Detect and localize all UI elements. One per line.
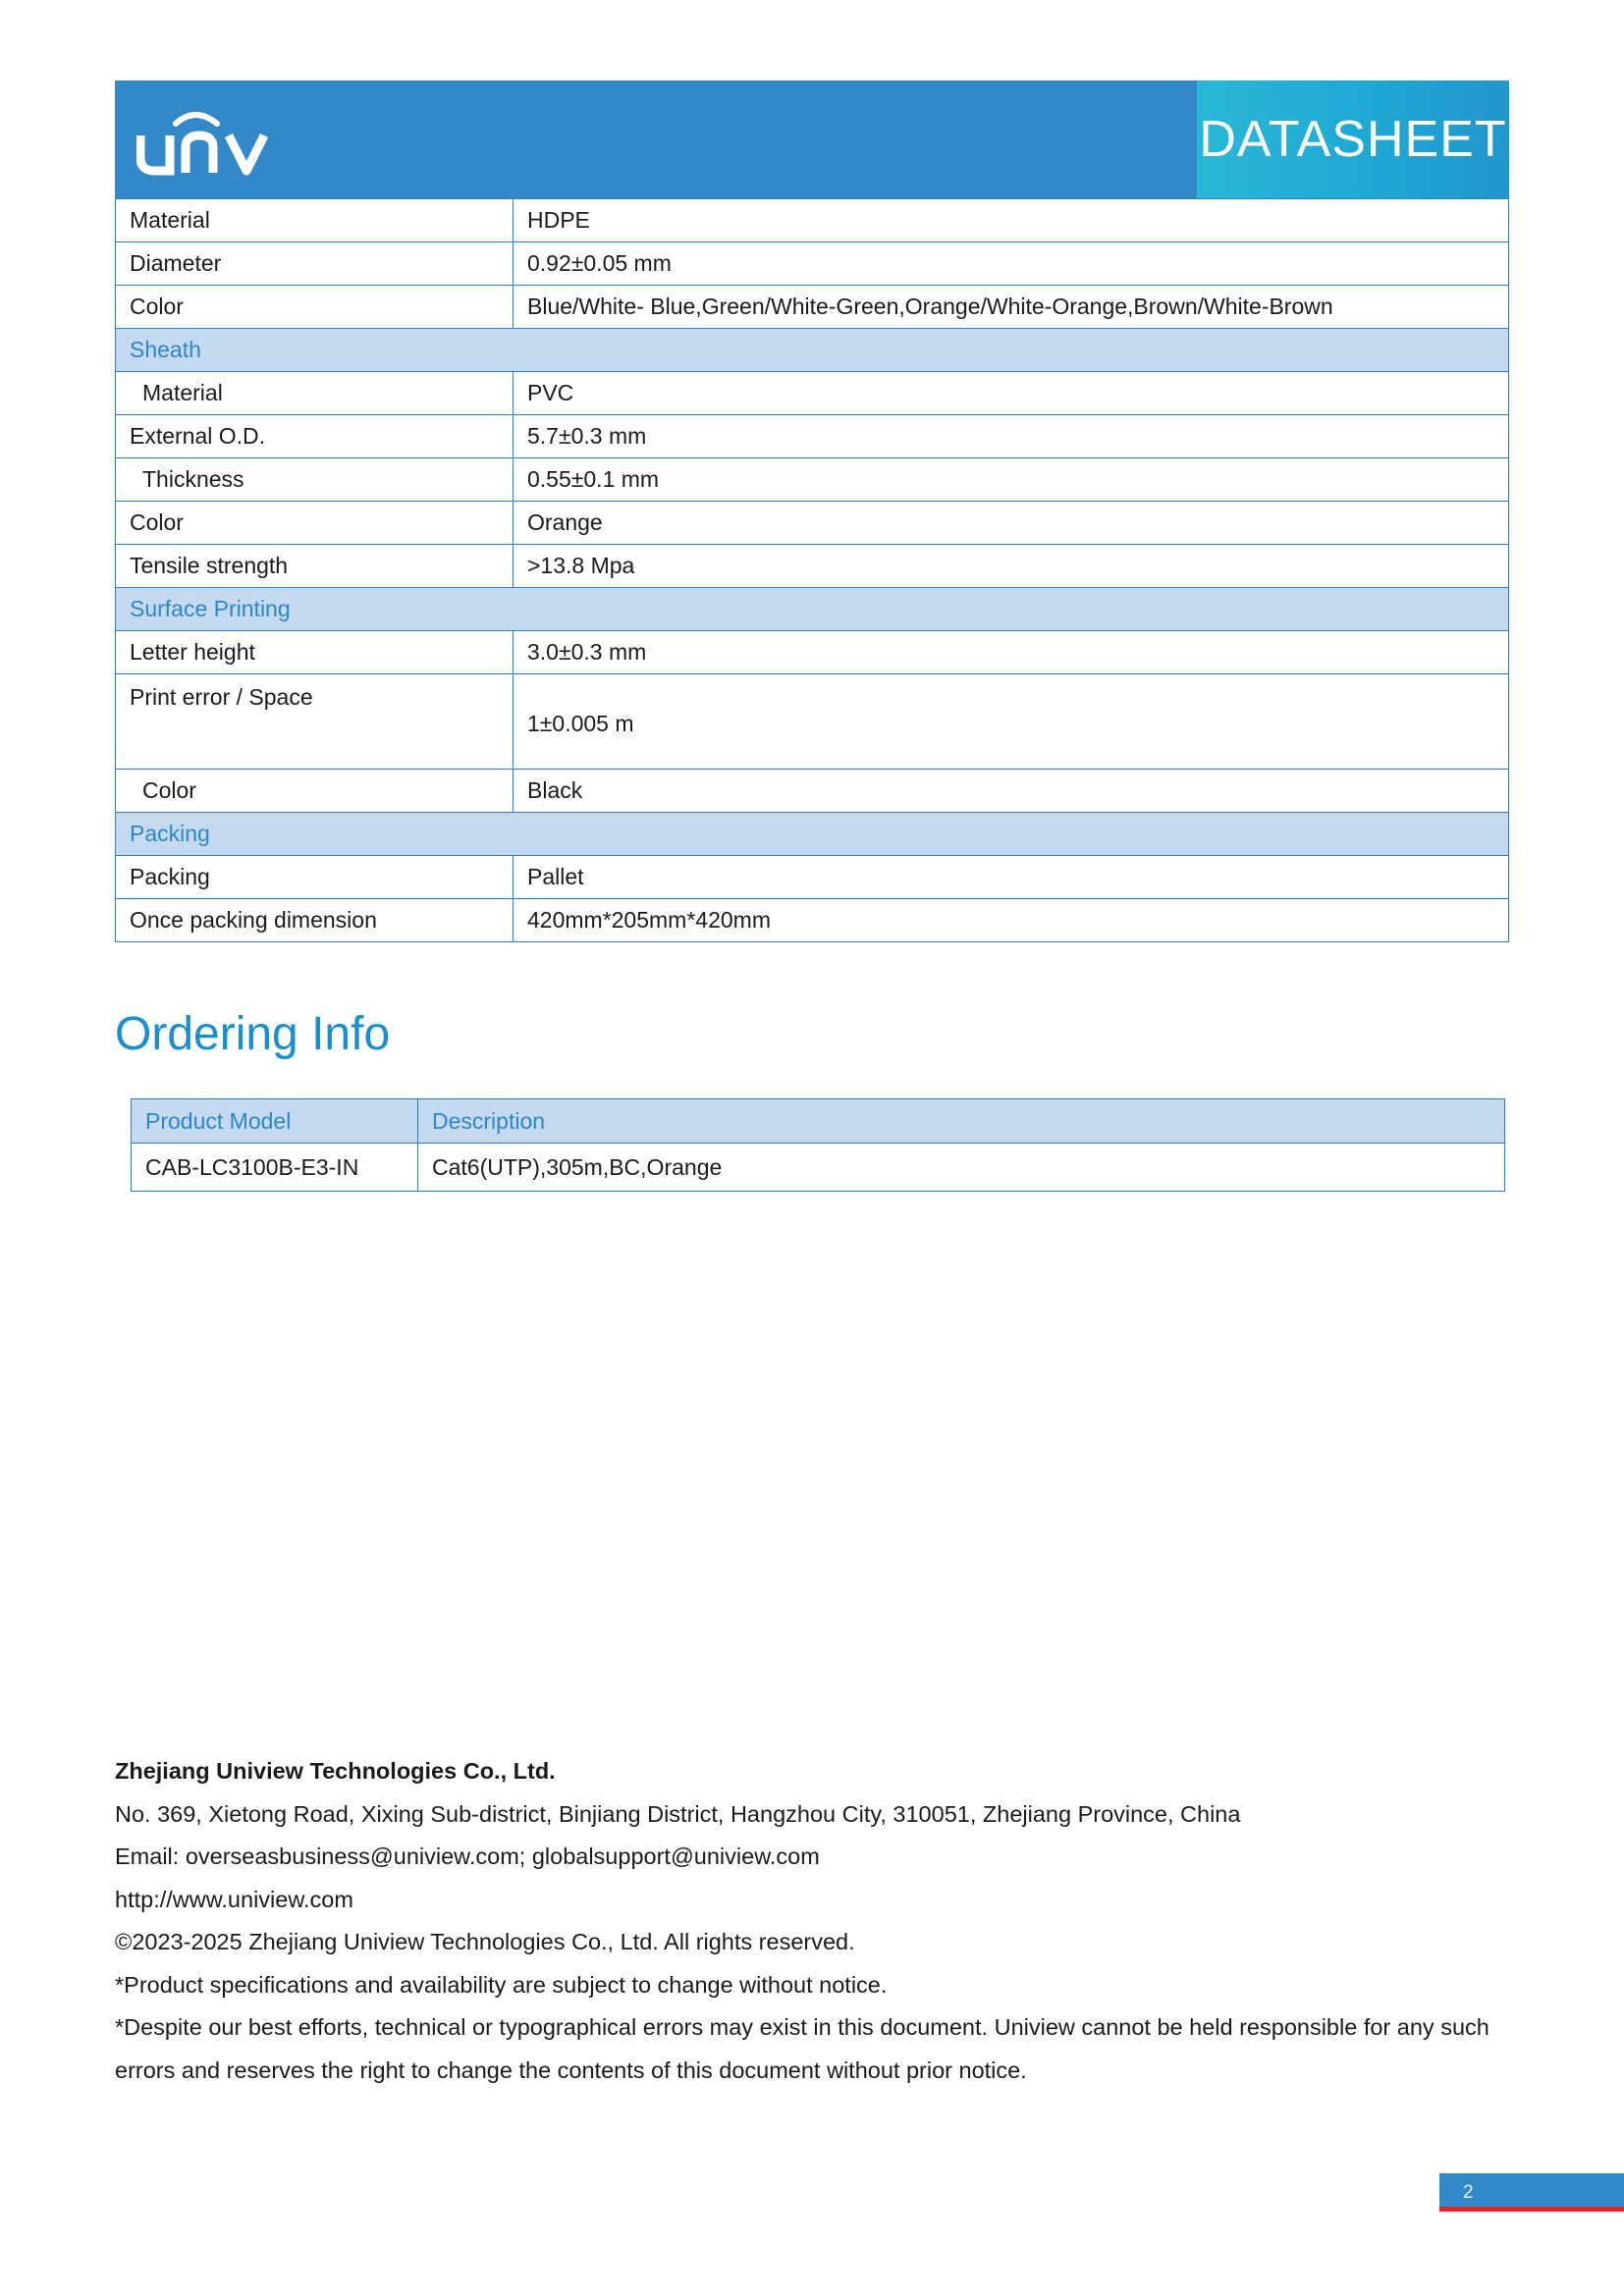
- spec-value-cell: Pallet: [514, 856, 1509, 899]
- section-header-row: [116, 588, 1509, 631]
- spec-key-cell: Material: [116, 372, 514, 415]
- spec-value-cell: 0.55±0.1 mm: [514, 458, 1509, 502]
- spec-key-cell: Thickness: [116, 458, 514, 502]
- spec-value-cell: Orange: [514, 502, 1509, 545]
- ordering-description-cell: Cat6(UTP),305m,BC,Orange: [418, 1144, 1505, 1192]
- company-address: No. 369, Xietong Road, Xixing Sub-district, Binjiang District, Hangzhou City, 310051, Zhejiang Province, China: [115, 1800, 1241, 1827]
- table-row: [132, 1144, 1505, 1192]
- section-header-row: [116, 813, 1509, 856]
- table-row: [116, 899, 1509, 942]
- section-title: Packing: [116, 813, 1509, 856]
- table-row: [116, 372, 1509, 415]
- datasheet-badge: DATASHEET: [1197, 80, 1509, 198]
- ordering-model-cell: CAB-LC3100B-E3-IN: [132, 1144, 418, 1192]
- ordering-header-description: Description: [418, 1099, 1505, 1144]
- table-row: [116, 242, 1509, 286]
- spec-value-cell: Black: [514, 770, 1509, 813]
- footer: [115, 1750, 1529, 2092]
- spec-value-cell: 5.7±0.3 mm: [514, 415, 1509, 458]
- spec-value-cell: 3.0±0.3 mm: [514, 631, 1509, 674]
- spec-key-cell: Diameter: [116, 242, 514, 286]
- section-title: Sheath: [116, 329, 1509, 372]
- page-number: 2: [1439, 2173, 1624, 2212]
- spec-value-cell: 420mm*205mm*420mm: [514, 899, 1509, 942]
- notice-disclaimer: *Despite our best efforts, technical or typographical errors may exist in this document. Uniview cannot be held responsible for any such errors and reserves the right to change the contents of this document without prior notice.: [115, 2014, 1489, 2083]
- spec-value-cell: 1±0.005 m: [514, 674, 1509, 770]
- ordering-header-model: Product Model: [132, 1099, 418, 1144]
- spec-key-cell: Tensile strength: [116, 545, 514, 588]
- header-banner: [115, 80, 1509, 198]
- spec-key-cell: Once packing dimension: [116, 899, 514, 942]
- table-row: [116, 545, 1509, 588]
- company-name: Zhejiang Uniview Technologies Co., Ltd.: [115, 1758, 556, 1784]
- spec-key-cell: Letter height: [116, 631, 514, 674]
- spec-key-cell: Color: [116, 502, 514, 545]
- table-row: [116, 415, 1509, 458]
- spec-value-cell: Blue/White- Blue,Green/White-Green,Orange/White-Orange,Brown/White-Brown: [514, 286, 1509, 329]
- copyright: ©2023-2025 Zhejiang Uniview Technologies Co., Ltd. All rights reserved.: [115, 1929, 855, 1954]
- section-header-row: [116, 329, 1509, 372]
- ordering-info-title: Ordering Info: [115, 1008, 391, 1060]
- spec-key-cell: Material: [116, 199, 514, 242]
- notice-specifications: *Product specifications and availability are subject to change without notice.: [115, 1971, 888, 1998]
- spec-value-cell: HDPE: [514, 199, 1509, 242]
- spec-key-cell: Color: [116, 286, 514, 329]
- spec-value-cell: PVC: [514, 372, 1509, 415]
- spec-value-cell: >13.8 Mpa: [514, 545, 1509, 588]
- spec-table: [115, 198, 1509, 942]
- company-email: Email: overseasbusiness@uniview.com; globalsupport@uniview.com: [115, 1843, 820, 1869]
- table-row: [116, 286, 1509, 329]
- table-row: [116, 674, 1509, 770]
- ordering-header-row: [132, 1099, 1505, 1144]
- ordering-table: [131, 1098, 1505, 1192]
- company-website: http://www.uniview.com: [115, 1886, 353, 1912]
- section-title: Surface Printing: [116, 588, 1509, 631]
- uniview-logo: [136, 102, 274, 179]
- table-row: [116, 856, 1509, 899]
- spec-value-cell: 0.92±0.05 mm: [514, 242, 1509, 286]
- spec-key-cell: Color: [116, 770, 514, 813]
- table-row: [116, 770, 1509, 813]
- table-row: [116, 502, 1509, 545]
- spec-key-cell: Packing: [116, 856, 514, 899]
- table-row: [116, 631, 1509, 674]
- table-row: [116, 199, 1509, 242]
- spec-key-cell: Print error / Space: [116, 674, 514, 770]
- spec-key-cell: External O.D.: [116, 415, 514, 458]
- table-row: [116, 458, 1509, 502]
